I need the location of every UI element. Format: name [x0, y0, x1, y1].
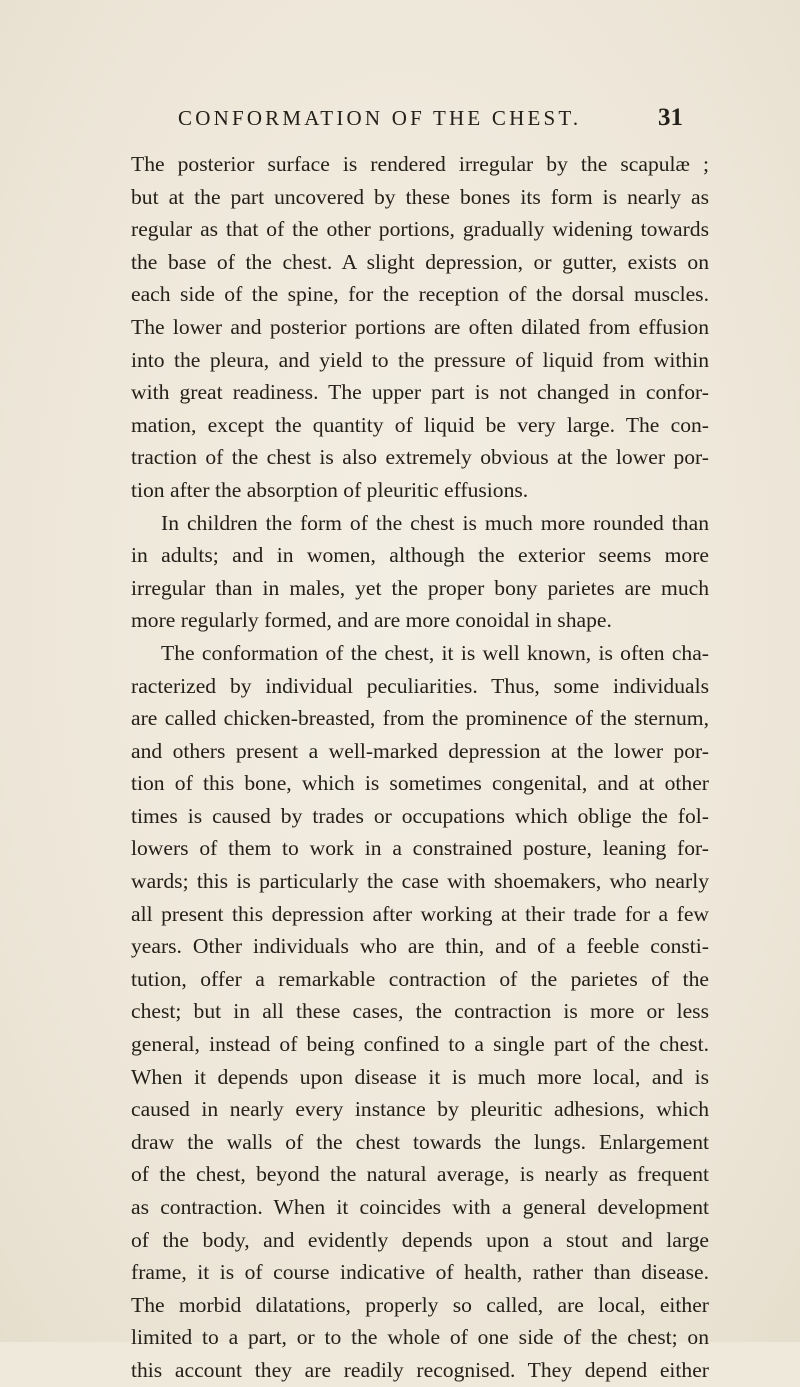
text-line: tion of this bone, which is sometimes congenital, and at other [131, 771, 709, 796]
text-line: The morbid dilatations, properly so called, are local, either [131, 1292, 709, 1317]
text-line: frame, it is of course indicative of health, rather than disease. [131, 1260, 709, 1285]
text-line: in adults; and in women, although the exterior seems more [131, 543, 709, 568]
text-line: tion after the absorption of pleuritic effusions. [131, 477, 529, 502]
text-line: years. Other individuals who are thin, and of a feeble consti- [131, 934, 709, 959]
body-text [131, 148, 709, 1387]
text-line: as contraction. When it coincides with a general development [131, 1195, 709, 1219]
text-line: tution, offer a remarkable contraction of the parietes of the [131, 966, 709, 991]
text-line: draw the walls of the chest towards the lungs. Enlargement [131, 1129, 709, 1154]
text-line: regular as that of the other portions, gradually widening towards [131, 217, 709, 242]
text-line: and others present a well-marked depression at the lower por- [131, 738, 709, 763]
text-line: but at the part uncovered by these bones its form is nearly as [131, 184, 709, 209]
text-line: times is caused by trades or occupations which oblige the fol- [131, 803, 709, 828]
text-line: In children the form of the chest is much more rounded than [161, 510, 709, 535]
running-title: CONFORMATION OF THE CHEST. [178, 106, 582, 130]
text-line: mation, except the quantity of liquid be very large. The con- [131, 412, 709, 437]
text-line: The posterior surface is rendered irregular by the scapulæ ; [131, 152, 709, 176]
text-line: this account they are readily recognised. They depend either [131, 1357, 709, 1382]
text-line: are called chicken-breasted, from the prominence of the sternum, [131, 706, 709, 731]
text-line: caused in nearly every instance by pleuritic adhesions, which [131, 1097, 709, 1122]
text-line: with great readiness. The upper part is not changed in confor- [131, 380, 709, 405]
text-line: the base of the chest. A slight depression, or gutter, exists on [131, 249, 709, 274]
text-line: more regularly formed, and are more conoidal in shape. [131, 608, 612, 633]
text-line: each side of the spine, for the reception of the dorsal muscles. [131, 282, 709, 307]
text-line: into the pleura, and yield to the pressure of liquid from within [131, 347, 709, 372]
text-line: all present this depression after working at their trade for a few [131, 901, 709, 926]
text-line: wards; this is particularly the case with shoemakers, who nearly [131, 869, 709, 894]
text-line: of the chest, beyond the natural average, is nearly as frequent [131, 1162, 709, 1187]
text-line: general, instead of being confined to a single part of the chest. [131, 1032, 709, 1057]
text-line: of the body, and evidently depends upon a stout and large [131, 1227, 709, 1252]
text-line: traction of the chest is also extremely obvious at the lower por- [131, 445, 709, 470]
text-line: The lower and posterior portions are often dilated from effusion [131, 314, 709, 339]
page-header [0, 106, 800, 136]
text-line: When it depends upon disease it is much more local, and is [131, 1064, 709, 1089]
text-line: limited to a part, or to the whole of one side of the chest; on [131, 1325, 709, 1350]
page-number: 31 [658, 104, 683, 131]
text-line: racterized by individual peculiarities. Thus, some individuals [131, 673, 709, 698]
text-line: lowers of them to work in a constrained posture, leaning for- [131, 836, 709, 861]
text-line: The conformation of the chest, it is well known, is often cha- [161, 640, 709, 665]
text-line: irregular than in males, yet the proper bony parietes are much [131, 575, 709, 600]
text-line: chest; but in all these cases, the contraction is more or less [131, 999, 709, 1024]
